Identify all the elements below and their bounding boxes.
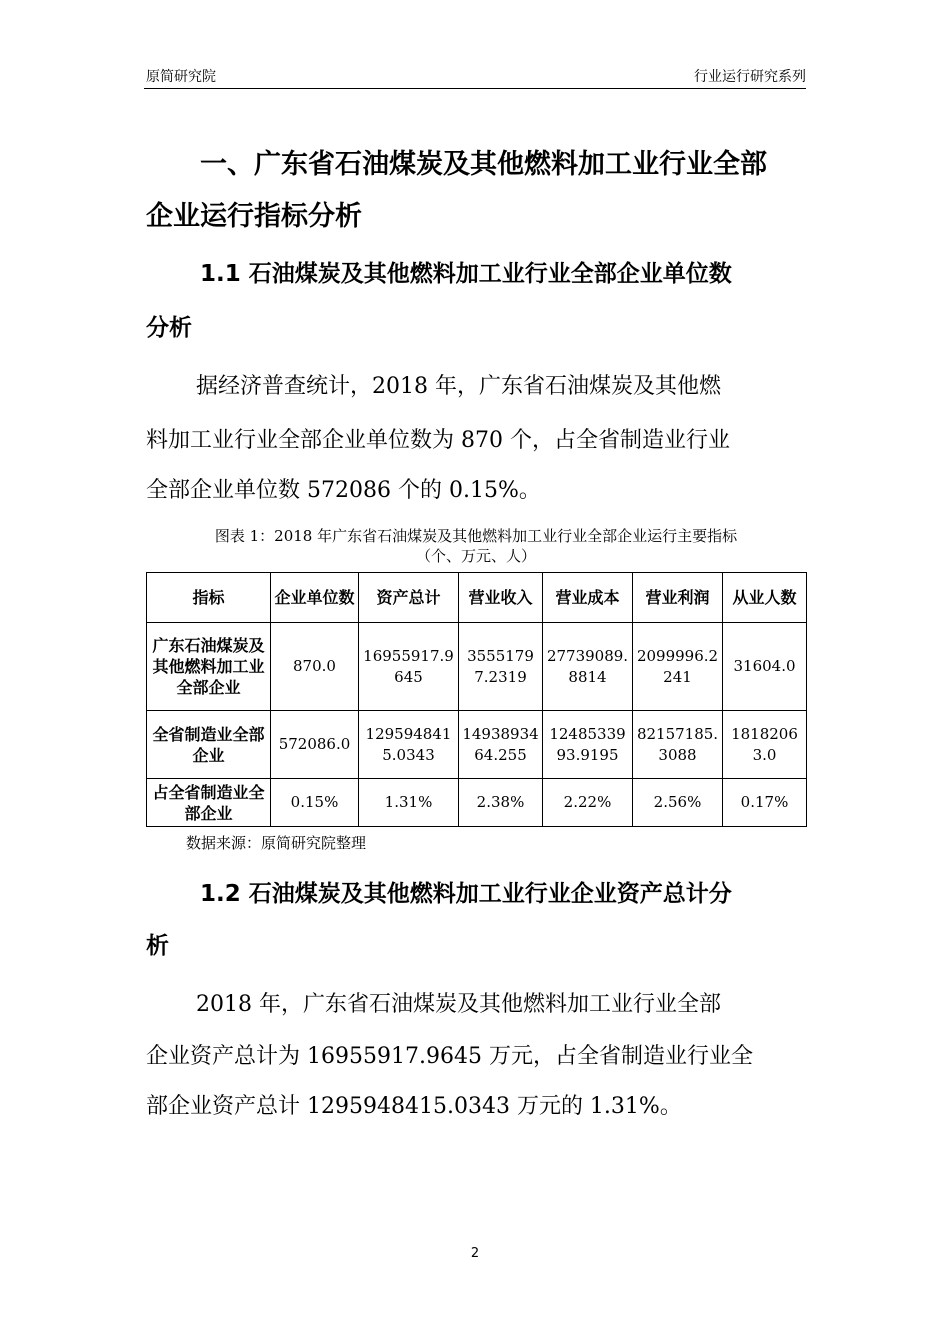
table-source-note: 数据来源：原简研究院整理 bbox=[186, 834, 367, 852]
section-1-2-title-line2: 析 bbox=[146, 933, 169, 959]
row-label-cell: 全省制造业全部企业 bbox=[147, 711, 271, 779]
table-cell: 16955917.9645 bbox=[359, 623, 459, 711]
indicator-table bbox=[146, 572, 807, 827]
table-cell: 0.17% bbox=[723, 779, 807, 827]
table-cell: 1248533993.9195 bbox=[543, 711, 633, 779]
table-header-row bbox=[147, 573, 807, 623]
section-1-1-title-line1: 1.1 石油煤炭及其他燃料加工业行业全部企业单位数 bbox=[200, 261, 732, 287]
table-cell: 1493893464.255 bbox=[459, 711, 543, 779]
table-cell: 0.15% bbox=[271, 779, 359, 827]
header-cell: 营业收入 bbox=[459, 573, 543, 623]
table-cell: 2.56% bbox=[633, 779, 723, 827]
table-cell: 2.22% bbox=[543, 779, 633, 827]
table-caption-units: （个、万元、人） bbox=[415, 547, 536, 565]
chapter-title-line2: 企业运行指标分析 bbox=[146, 201, 362, 232]
table-cell: 18182063.0 bbox=[723, 711, 807, 779]
row-label-cell: 广东石油煤炭及其他燃料加工业全部企业 bbox=[147, 623, 271, 711]
table-row bbox=[147, 711, 807, 779]
table-cell: 31604.0 bbox=[723, 623, 807, 711]
table-cell: 1.31% bbox=[359, 779, 459, 827]
table-row bbox=[147, 779, 807, 827]
header-series-name: 行业运行研究系列 bbox=[694, 69, 806, 85]
table-caption-title: 图表 1：2018 年广东省石油煤炭及其他燃料加工业行业全部企业运行主要指标 bbox=[214, 527, 738, 545]
section-1-1-title-line2: 分析 bbox=[146, 315, 192, 341]
header-cell: 企业单位数 bbox=[271, 573, 359, 623]
section-1-2-paragraph-line2: 企业资产总计为 16955917.9645 万元，占全省制造业行业全 bbox=[146, 1044, 753, 1069]
header-cell: 资产总计 bbox=[359, 573, 459, 623]
header-cell: 营业成本 bbox=[543, 573, 633, 623]
header-cell: 从业人数 bbox=[723, 573, 807, 623]
table-cell: 2.38% bbox=[459, 779, 543, 827]
table-cell: 27739089.8814 bbox=[543, 623, 633, 711]
table-cell: 82157185.3088 bbox=[633, 711, 723, 779]
table-cell: 35551797.2319 bbox=[459, 623, 543, 711]
page-number: 2 bbox=[470, 1246, 480, 1261]
section-1-1-paragraph-line1: 据经济普查统计，2018 年，广东省石油煤炭及其他燃 bbox=[196, 374, 721, 399]
section-1-2-title-line1: 1.2 石油煤炭及其他燃料加工业行业企业资产总计分 bbox=[200, 881, 732, 907]
table-caption bbox=[146, 526, 806, 566]
chapter-title-line1: 一、广东省石油煤炭及其他燃料加工业行业全部 bbox=[200, 149, 767, 180]
section-1-1-paragraph-line2: 料加工业行业全部企业单位数为 870 个，占全省制造业行业 bbox=[146, 428, 730, 453]
table-cell: 572086.0 bbox=[271, 711, 359, 779]
header-divider bbox=[144, 88, 806, 89]
header-org-name: 原简研究院 bbox=[146, 69, 216, 85]
table-row bbox=[147, 623, 807, 711]
header-cell: 营业利润 bbox=[633, 573, 723, 623]
section-1-2-paragraph-line3: 部企业资产总计 1295948415.0343 万元的 1.31%。 bbox=[146, 1094, 682, 1119]
section-1-1-paragraph-line3: 全部企业单位数 572086 个的 0.15%。 bbox=[146, 478, 541, 503]
table-cell: 1295948415.0343 bbox=[359, 711, 459, 779]
section-1-2-paragraph-line1: 2018 年，广东省石油煤炭及其他燃料加工业行业全部 bbox=[196, 992, 721, 1017]
header-cell: 指标 bbox=[147, 573, 271, 623]
table-cell: 870.0 bbox=[271, 623, 359, 711]
row-label-cell: 占全省制造业全部企业 bbox=[147, 779, 271, 827]
table-cell: 2099996.2241 bbox=[633, 623, 723, 711]
